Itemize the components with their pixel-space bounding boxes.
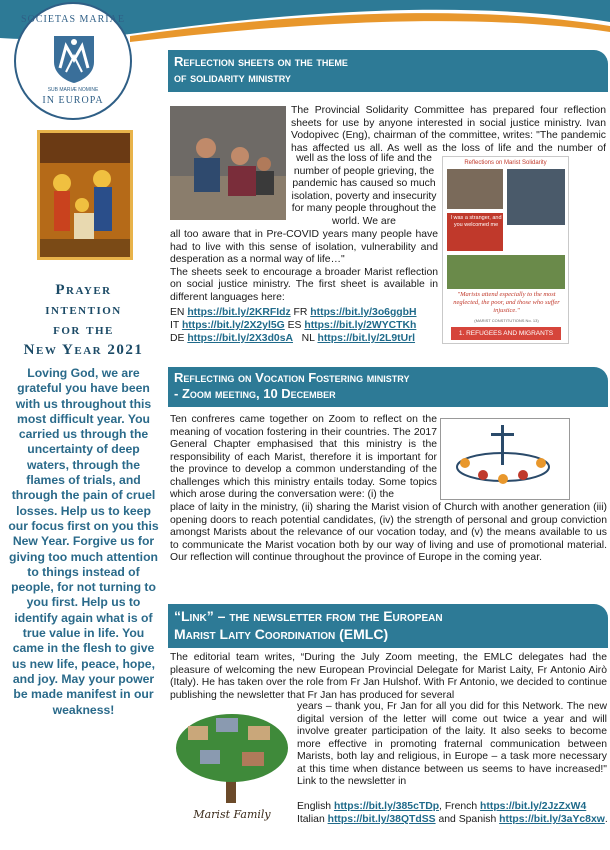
link-fr-label: , French xyxy=(439,801,481,812)
solidarity-paragraph-1-end: all too aware that in Pre-COVID years many people have had to live with this sense of isolation, vulnerability and desperation as a normal way of life…" xyxy=(170,229,438,265)
newsletter-link-es[interactable]: https://bit.ly/3aYc8xw xyxy=(499,814,605,825)
solidarity-links-row-2 xyxy=(170,320,416,333)
link-paragraph-2: years – thank you, Fr Jan for all you did for this Network. The new digital version of the letter will come out twice a year and will involve greater participation of the laity. It also seeks to become more effective in promoting fraternal communication between Marists, both lay and religious, in Europe – a task more necessary at this time when distance between us seems to have increased!" Link to the newsletter in xyxy=(297,701,607,787)
section-link-title-1: “Link” – the newsletter from the European xyxy=(174,608,443,624)
booklet-source: (MARIST CONSTITUTIONS No. 13) xyxy=(474,318,539,323)
link-it[interactable]: https://bit.ly/2X2yl5G xyxy=(181,320,285,331)
link-es[interactable]: https://bit.ly/2WYCTKh xyxy=(304,320,417,331)
marist-family-tree-art xyxy=(172,708,292,818)
solidarity-text-middle-block xyxy=(291,153,437,228)
booklet-footer: 1. REFUGEES AND MIGRANTS xyxy=(451,327,561,340)
vocation-paragraph-2: place of laity in the ministry, (ii) sharing the Marist vision of Church with another generation (iii) opening doors to reach potential candidates, (iv) the strength of personal and group conviction amongst Marists about the relevance of our vocation today, and (v) the means available to us to communicate the Marist vocation both by our way of living and use of promotional material. Our reflection will continue throughout the province of Europe in the coming year. xyxy=(170,502,607,563)
lang-de-label: DE xyxy=(170,333,185,344)
booklet-collage xyxy=(443,169,569,289)
booklet-quote: "Marists attend especially to the most neglected, the poor, and those who suffer injustice." xyxy=(453,291,560,314)
logo-motto: SUB MARIÆ NOMINE xyxy=(47,87,99,93)
lang-nl-label: NL xyxy=(301,333,315,344)
prayer-title-line3: for the xyxy=(53,322,114,338)
newsletter-link-en[interactable]: https://bit.ly/385cTDp xyxy=(333,801,440,812)
section-vocation-header xyxy=(168,367,608,407)
link-nl[interactable]: https://bit.ly/2L9tUrl xyxy=(317,333,416,344)
vocation-illustration xyxy=(440,418,570,500)
link-en-label: English xyxy=(297,801,334,812)
societas-mariae-logo xyxy=(14,2,132,120)
booklet-title: Reflections on Marist Solidarity xyxy=(464,160,547,166)
link-es-label: and Spanish xyxy=(435,814,500,825)
solidarity-paragraph-2: The sheets seek to encourage a broader Marist reflection on social justice ministry. The first sheet is available in different languages here: xyxy=(170,266,438,303)
solidarity-text-right-block xyxy=(291,105,606,153)
link-de[interactable]: https://bit.ly/2X3d0sA xyxy=(187,333,293,344)
lang-en-label: EN xyxy=(170,307,185,318)
vocation-paragraph-1: Ten confreres came together on Zoom to reflect on the meaning of vocation fostering in their countries. The 2017 General Chapter emphasised that this ministry is the responsibility of each Marist, therefore it is important for the province to develop a common understanding of the challenges which this ministry entails today. Some topics which arose during the conversation were: (i) the xyxy=(170,414,437,500)
solidarity-paragraph-1-cont: well as the loss of life and the number of people grieving, the pandemic has caused so much isolation, poverty and insecurity for many people throughout the world. We are xyxy=(291,153,437,227)
newsletter-link-it[interactable]: https://bit.ly/38QTdSS xyxy=(327,814,436,825)
section-solidarity-header xyxy=(168,50,608,92)
solidarity-links-row-1 xyxy=(170,307,417,320)
nativity-art xyxy=(40,133,130,257)
link-paragraph-1: The editorial team writes, “During the July Zoom meeting, the EMLC delegates had the pleasure of welcoming the new European Provincial Delegate for Marist Laity, Fr Antonio Airò (Italy). He has taken over the role from Fr Jan Hulshof. With Fr Antonio, we decided to continue publishing the newsletter that Fr Jan has produced for several xyxy=(170,652,607,701)
section-vocation-title-2: - Zoom meeting, 10 December xyxy=(174,386,336,401)
logo-top-text: SOCIETAS MARIAE xyxy=(21,14,125,25)
refugees-photo-art xyxy=(170,106,286,220)
link-end-period: . xyxy=(604,814,608,825)
solidarity-text-lower-block xyxy=(170,229,438,304)
refugees-photo xyxy=(170,106,286,220)
section-vocation-title-1: Reflecting on Vocation Fostering ministry xyxy=(174,370,410,385)
logo-bottom-text: IN EUROPA xyxy=(42,95,104,106)
marist-family-tree-image xyxy=(172,708,292,832)
logo-shield-icon xyxy=(52,34,96,84)
prayer-title-line4: New Year 2021 xyxy=(23,342,144,358)
section-solidarity-title-2: of solidarity ministry xyxy=(174,70,291,85)
section-link-header xyxy=(168,604,608,648)
link-fr[interactable]: https://bit.ly/3o6ggbH xyxy=(310,307,417,318)
link-it-label: Italian xyxy=(297,814,328,825)
lang-es-label: ES xyxy=(287,320,302,331)
solidarity-paragraph-1: The Provincial Solidarity Committee has prepared four reflection sheets for use by anyone interested in social justice ministry. Ivan Vodopivec (Eng), chairman of the committee, writes: "The pandemic has affected us all. As well as the loss of life and the number of xyxy=(291,105,606,153)
nativity-painting xyxy=(37,130,133,260)
link-newsletter-row-2 xyxy=(297,814,608,827)
vocation-illustration-art xyxy=(441,419,569,499)
prayer-title-line2: intention xyxy=(45,302,122,318)
prayer-title xyxy=(6,280,161,360)
lang-it-label: IT xyxy=(170,320,180,331)
marist-family-caption: Marist Family xyxy=(193,808,271,821)
section-solidarity-title-1: Reflection sheets on the theme xyxy=(174,54,348,69)
prayer-text: Loving God, we are grateful you have been with us throughout this most difficult year. You carried us through the uncertainty of deep waters, through the flames of trials, and through the pain of cruel losses. Help us to keep our focus first on you this New Year. Forgive us for giving too much attention to things instead of people, for not turning to you first. Help us to identify again what is of true value in life. You came in the flesh to give us new life, peace, hope, and joy. May your power be made manifest in our weakness! xyxy=(8,366,159,717)
section-link-title-2: Marist Laity Coordination (EMLC) xyxy=(174,626,389,642)
lang-fr-label: FR xyxy=(293,307,308,318)
prayer-title-line1: Prayer xyxy=(55,282,112,298)
link-en[interactable]: https://bit.ly/2KRFIdz xyxy=(187,307,291,318)
booklet-inset: I was a stranger, and you welcomed me xyxy=(450,215,502,228)
solidarity-booklet-cover xyxy=(442,156,569,344)
link-newsletter-row-1 xyxy=(297,801,586,814)
newsletter-link-fr[interactable]: https://bit.ly/2JzZxW4 xyxy=(480,801,587,812)
solidarity-links-row-3 xyxy=(170,333,415,346)
